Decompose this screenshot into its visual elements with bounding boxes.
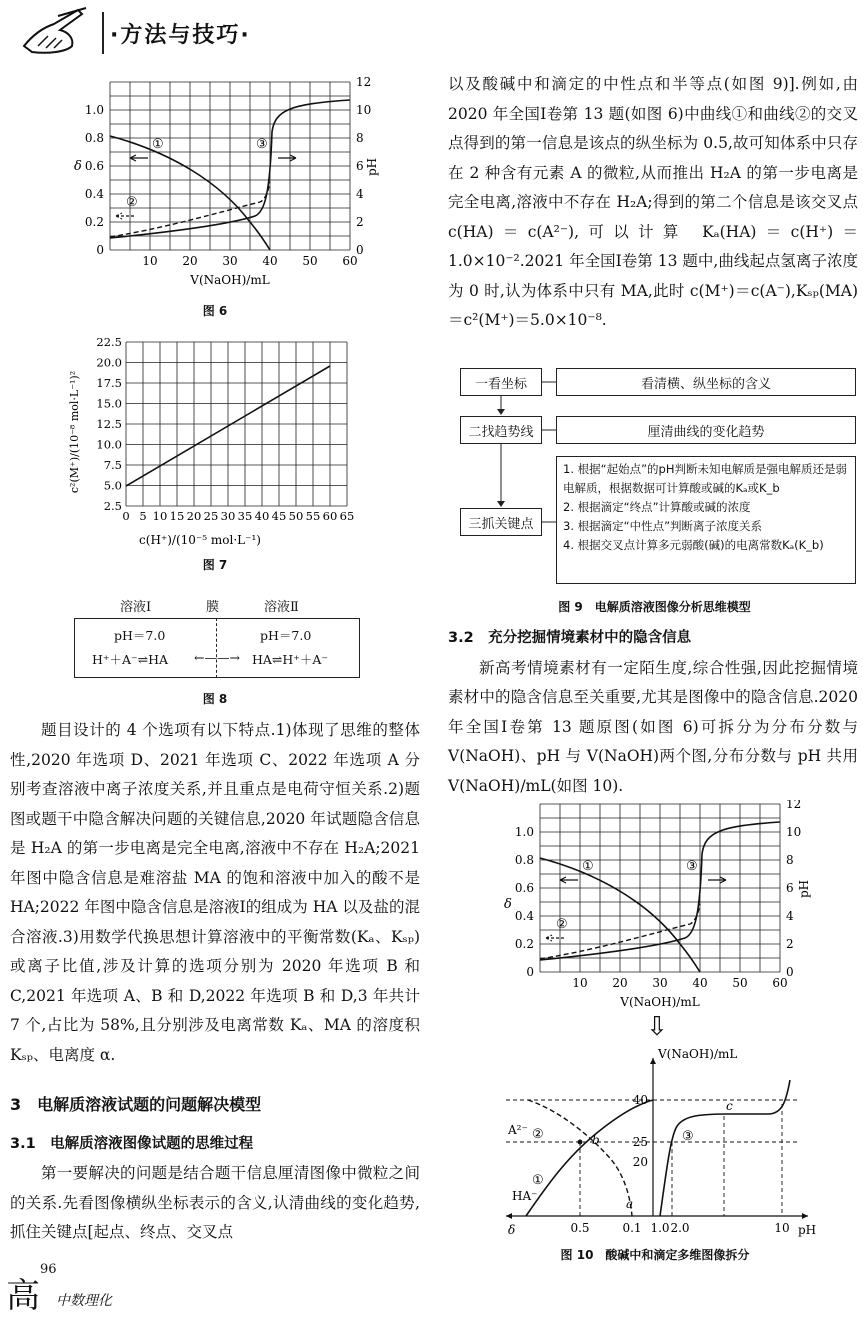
g6-rtick: 2 bbox=[356, 215, 364, 229]
fig7-xtick: 60 bbox=[322, 509, 338, 523]
figure-10-bottom bbox=[498, 1044, 828, 1240]
g10-ltick: 1.0 bbox=[514, 825, 534, 839]
fig10b-point-c: c bbox=[726, 1099, 733, 1113]
g6-ltick: 0 bbox=[96, 243, 104, 257]
g6-xtick: 60 bbox=[342, 254, 358, 268]
g10-ltick: 0 bbox=[526, 965, 534, 979]
fig9-item-1: 1. 根据“起始点”的pH判断未知电解质是强电解质还是弱电解质，根据数据可计算酸或碱的Kₐ或K_b bbox=[563, 462, 847, 495]
footer-logo-sub: 中数理化 bbox=[56, 1293, 112, 1309]
left-column bbox=[10, 716, 420, 1248]
figure-7 bbox=[60, 332, 390, 562]
fig9-step3-items bbox=[556, 456, 856, 584]
fig7-xtick: 30 bbox=[220, 509, 236, 523]
g10-xtick: 10 bbox=[572, 976, 588, 990]
fig7-ytick: 12.5 bbox=[96, 417, 122, 431]
fig9-connectors bbox=[452, 366, 562, 588]
section-3-heading: 3 电解质溶液试题的问题解决模型 bbox=[10, 1095, 262, 1114]
fig10-arrow-left-1 bbox=[560, 877, 578, 883]
g10-xtick: 30 bbox=[652, 976, 668, 990]
footer-logo: 高 bbox=[6, 1276, 40, 1316]
fig8-ph1: pH＝7.0 bbox=[114, 628, 166, 643]
fig9-step2: 二找趋势线 bbox=[460, 416, 542, 444]
fig6-caption: 图 6 bbox=[202, 304, 228, 318]
fig7-xtick: 45 bbox=[271, 509, 287, 523]
fig8-membrane-line bbox=[216, 618, 217, 678]
fig10b-xtick-1-0: 1.0 bbox=[650, 1221, 670, 1235]
fig9-item-3: 3. 根据滴定“中性点”判断离子浓度关系 bbox=[563, 519, 763, 533]
fig6-arrow-left-1 bbox=[130, 155, 148, 161]
g6-rtick: 10 bbox=[356, 103, 372, 117]
fig7-chart bbox=[60, 332, 390, 562]
fig10b-xtick-0-1: 0.1 bbox=[622, 1221, 642, 1235]
fig6-label-1: ① bbox=[152, 137, 164, 152]
left-para-1: 题目设计的 4 个选项有以下特点.1)体现了思维的整体性,2020 年选项 D、2021 年选项 C、2022 年选项 A 分别考查溶液中离子浓度关系,并且重点是电荷守恒关系.2)题图或题干中隐含解决问题的关键信息,2020 年试题隐含信息是 H₂A 的第一步电离是完全电离,溶液中不存在 H₂A;2021 年图中隐含信息是难溶盐 MA 的饱和溶液中加入的酸不是 HA;2022 年图中隐含信息是溶液Ⅰ的组成为 HA 以及盐的混合溶液.3)用数学代换思想计算溶液中的平衡常数(Kₐ、Kₛₚ)或离子比值,涉及计算的选项分别为 2020 年选项 B 和 C,2021 年选项 A、B 和 D,2022 年选项 B 和 D,3 年共计 7 个,占比为 58%,且分别涉及电离常数 Kₐ、MA 的溶度积 Kₛₚ、电离度 α. bbox=[10, 721, 420, 1064]
fig9-item-2: 2. 根据滴定“终点”计算酸或碱的浓度 bbox=[563, 500, 751, 514]
fig10-ylabel-left: δ bbox=[504, 897, 512, 912]
fig7-ytick: 2.5 bbox=[103, 499, 122, 513]
fig10b-species-HA: HA⁻ bbox=[512, 1189, 538, 1203]
header-divider bbox=[102, 12, 104, 54]
fig10-bottom-chart bbox=[498, 1044, 828, 1240]
g6-rtick: 12 bbox=[356, 75, 372, 89]
g6-xtick: 50 bbox=[302, 254, 318, 268]
fig7-xtick: 20 bbox=[186, 509, 202, 523]
fig7-xtick: 65 bbox=[339, 509, 355, 523]
fig7-xtick: 25 bbox=[203, 509, 219, 523]
fig10-caption: 图 10 酸碱中和滴定多维图像拆分 bbox=[560, 1248, 750, 1262]
fig7-xtick: 35 bbox=[237, 509, 253, 523]
figure-10-top bbox=[490, 800, 820, 1020]
fig6-label-3: ③ bbox=[256, 137, 268, 152]
right-column-mid bbox=[448, 624, 858, 801]
g6-ltick: 1.0 bbox=[84, 103, 104, 117]
fig7-xtick: 40 bbox=[254, 509, 270, 523]
fig10b-xtick-0-5: 0.5 bbox=[570, 1221, 590, 1235]
fig10b-point-a: a bbox=[626, 1197, 634, 1211]
g10-xtick: 40 bbox=[692, 976, 708, 990]
g6-xtick: 30 bbox=[222, 254, 238, 268]
g10-rtick: 8 bbox=[786, 853, 794, 867]
fig10-arrow-left-2 bbox=[546, 935, 564, 941]
fig7-ytick: 22.5 bbox=[96, 335, 122, 349]
fig6-ylabel-right: pH bbox=[365, 157, 379, 176]
left-para-2: 第一要解决的问题是结合题干信息厘清图像中微粒之间的关系.先看图像横纵坐标表示的含义,认清曲线的变化趋势,抓住关键点[起点、终点、交叉点 bbox=[10, 1164, 420, 1241]
fig7-caption: 图 7 bbox=[202, 558, 228, 572]
fig10-down-arrow-icon: ⇩ bbox=[646, 1012, 668, 1042]
fig7-ytick: 5.0 bbox=[103, 478, 122, 493]
fig8-caption: 图 8 bbox=[202, 692, 228, 706]
fig7-xtick: 5 bbox=[139, 509, 147, 523]
fig6-xlabel: V(NaOH)/mL bbox=[190, 273, 270, 287]
g6-ltick: 0.2 bbox=[84, 215, 104, 229]
fig10-arrow-right-3 bbox=[708, 877, 726, 883]
g10-xtick: 20 bbox=[612, 976, 628, 990]
fig6-arrow-right-3 bbox=[278, 155, 296, 161]
fig7-ytick: 20.0 bbox=[96, 355, 122, 370]
fig7-ytick: 10.0 bbox=[96, 437, 122, 452]
fig10b-xlabel-right: pH bbox=[798, 1223, 817, 1237]
g6-xtick: 10 bbox=[142, 254, 158, 268]
fig10b-ytick-20: 20 bbox=[632, 1155, 648, 1169]
g10-rtick: 2 bbox=[786, 937, 794, 951]
fig10b-ytick-25: 25 bbox=[632, 1135, 648, 1149]
fig6-label-2: ② bbox=[126, 195, 138, 210]
fig7-xtick: 55 bbox=[305, 509, 321, 523]
g6-xtick: 40 bbox=[262, 254, 278, 268]
fig7-xlabel: c(H⁺)/(10⁻⁵ mol·L⁻¹) bbox=[139, 533, 261, 547]
section-3-1-heading: 3.1 电解质溶液图像试题的思维过程 bbox=[10, 1135, 254, 1152]
g10-rtick: 0 bbox=[786, 965, 794, 979]
g6-rtick: 0 bbox=[356, 243, 364, 257]
fig6-chart bbox=[60, 72, 390, 322]
g6-ltick: 0.6 bbox=[84, 159, 104, 173]
fig10-top-chart bbox=[490, 800, 820, 1020]
fig10b-species-3: ③ bbox=[682, 1129, 694, 1144]
g10-ltick: 0.4 bbox=[514, 909, 534, 923]
fig7-ytick: 7.5 bbox=[103, 458, 122, 472]
fig10-xlabel: V(NaOH)/mL bbox=[620, 995, 700, 1009]
g10-ltick: 0.6 bbox=[514, 881, 534, 895]
fig10b-species-2: ② bbox=[532, 1127, 544, 1142]
g6-xtick: 20 bbox=[182, 254, 198, 268]
g6-rtick: 4 bbox=[356, 187, 364, 201]
g10-ltick: 0.8 bbox=[514, 853, 534, 867]
g10-rtick: 10 bbox=[786, 825, 802, 839]
fig7-xtick: 10 bbox=[152, 509, 168, 523]
fig8-ph2: pH＝7.0 bbox=[260, 628, 312, 643]
fig8-eq1: H⁺＋A⁻⇌HA bbox=[92, 652, 169, 667]
section-3-2-heading: 3.2 充分挖掘情境素材中的隐含信息 bbox=[448, 630, 692, 646]
g10-rtick: 4 bbox=[786, 909, 794, 923]
fig8-sol2: 溶液Ⅱ bbox=[264, 600, 299, 615]
fig7-ylabel: c²(M⁺)/(10⁻⁸ mol·L⁻¹)² bbox=[68, 370, 81, 494]
hand-pen-logo-icon bbox=[18, 6, 90, 58]
fig8-sol1: 溶液Ⅰ bbox=[120, 600, 152, 615]
figure-8 bbox=[74, 592, 360, 682]
fig9-step2-desc: 厘清曲线的变化趋势 bbox=[556, 416, 856, 444]
g6-ltick: 0.4 bbox=[84, 187, 104, 201]
fig10b-species-1: ① bbox=[532, 1173, 544, 1188]
fig10b-xtick-2-0: 2.0 bbox=[670, 1221, 690, 1235]
page-number: 96 bbox=[40, 1262, 57, 1277]
fig10-label-2: ② bbox=[556, 917, 568, 932]
fig6-ylabel-left: δ bbox=[74, 159, 82, 174]
g10-xtick: 60 bbox=[772, 976, 788, 990]
fig9-step3: 三抓关键点 bbox=[460, 508, 542, 536]
fig10b-ytick-40: 40 bbox=[632, 1093, 648, 1107]
fig10-label-3: ③ bbox=[686, 859, 698, 874]
figure-9 bbox=[452, 366, 857, 588]
g10-rtick: 6 bbox=[786, 881, 794, 895]
fig9-caption: 图 9 电解质溶液图像分析思维模型 bbox=[558, 600, 751, 614]
fig6-arrow-left-2 bbox=[116, 213, 134, 219]
fig8-eq2: HA⇌H⁺＋A⁻ bbox=[252, 652, 329, 667]
g10-xtick: 50 bbox=[732, 976, 748, 990]
right-column-top bbox=[448, 70, 858, 336]
g6-rtick: 6 bbox=[356, 159, 364, 173]
fig10b-species-A2: A²⁻ bbox=[508, 1123, 528, 1137]
page-header bbox=[0, 0, 863, 62]
fig9-item-4: 4. 根据交叉点计算多元弱酸(碱)的电离常数Kₐ(K_b) bbox=[563, 538, 824, 552]
right-para-1: 以及酸碱中和滴定的中性点和半等点(如图 9)].例如,由 2020 年全国Ⅰ卷第 13 题(如图 6)中曲线①和曲线②的交叉点得到的第一信息是该点的纵坐标为 0.5,故可知体系中只存在 2 种含有元素 A 的微粒,从而推出 H₂A 的第一步电离是完全电离,溶液中不存在 H₂A;得到的第二个信息是该交叉点 c(HA)＝c(A²⁻),可以计算 Kₐ(HA)＝c(H⁺)＝1.0×10⁻².2021 年全国Ⅰ卷第 13 题中,曲线起点氢离子浓度为 0 时,认为体系中只有 MA,此时 c(M⁺)＝c(A⁻),Kₛₚ(MA)＝c²(M⁺)＝5.0×10⁻⁸. bbox=[448, 75, 858, 329]
g6-rtick: 8 bbox=[356, 131, 364, 145]
fig10b-ylabel: V(NaOH)/mL bbox=[658, 1047, 738, 1061]
fig10b-xlabel-left: δ bbox=[508, 1223, 516, 1237]
fig10-ylabel-right: pH bbox=[797, 879, 811, 898]
fig10b-xtick-10: 10 bbox=[774, 1221, 790, 1235]
fig7-xtick: 15 bbox=[169, 509, 185, 523]
fig7-ytick: 17.5 bbox=[96, 376, 122, 390]
fig8-membrane: 膜 bbox=[206, 600, 220, 615]
section-title: ·方法与技巧· bbox=[110, 23, 251, 48]
fig10b-point-b: b bbox=[592, 1133, 600, 1147]
fig9-step1-desc: 看清横、纵坐标的含义 bbox=[556, 368, 856, 396]
fig10-label-1: ① bbox=[582, 859, 594, 874]
fig9-step1: 一看坐标 bbox=[460, 368, 542, 396]
right-para-2: 新高考情境素材有一定陌生度,综合性强,因此挖掘情境素材中的隐含信息至关重要,尤其是图像中的隐含信息.2020 年全国Ⅰ卷第 13 题原图(如图 6)可拆分为分布分数与 V(NaOH)、pH 与 V(NaOH)两个图,分布分数与 pH 共用 V(NaOH)/mL(如图 10). bbox=[448, 658, 858, 795]
g10-ltick: 0.2 bbox=[514, 937, 534, 951]
g6-ltick: 0.8 bbox=[84, 131, 104, 145]
fig8-double-arrow-icon: ←——→ bbox=[194, 650, 240, 665]
figure-6 bbox=[60, 72, 390, 322]
fig7-xtick: 50 bbox=[288, 509, 304, 523]
fig7-xtick: 0 bbox=[122, 509, 130, 523]
g10-rtick: 12 bbox=[786, 800, 802, 811]
fig7-ytick: 15.0 bbox=[96, 396, 122, 411]
